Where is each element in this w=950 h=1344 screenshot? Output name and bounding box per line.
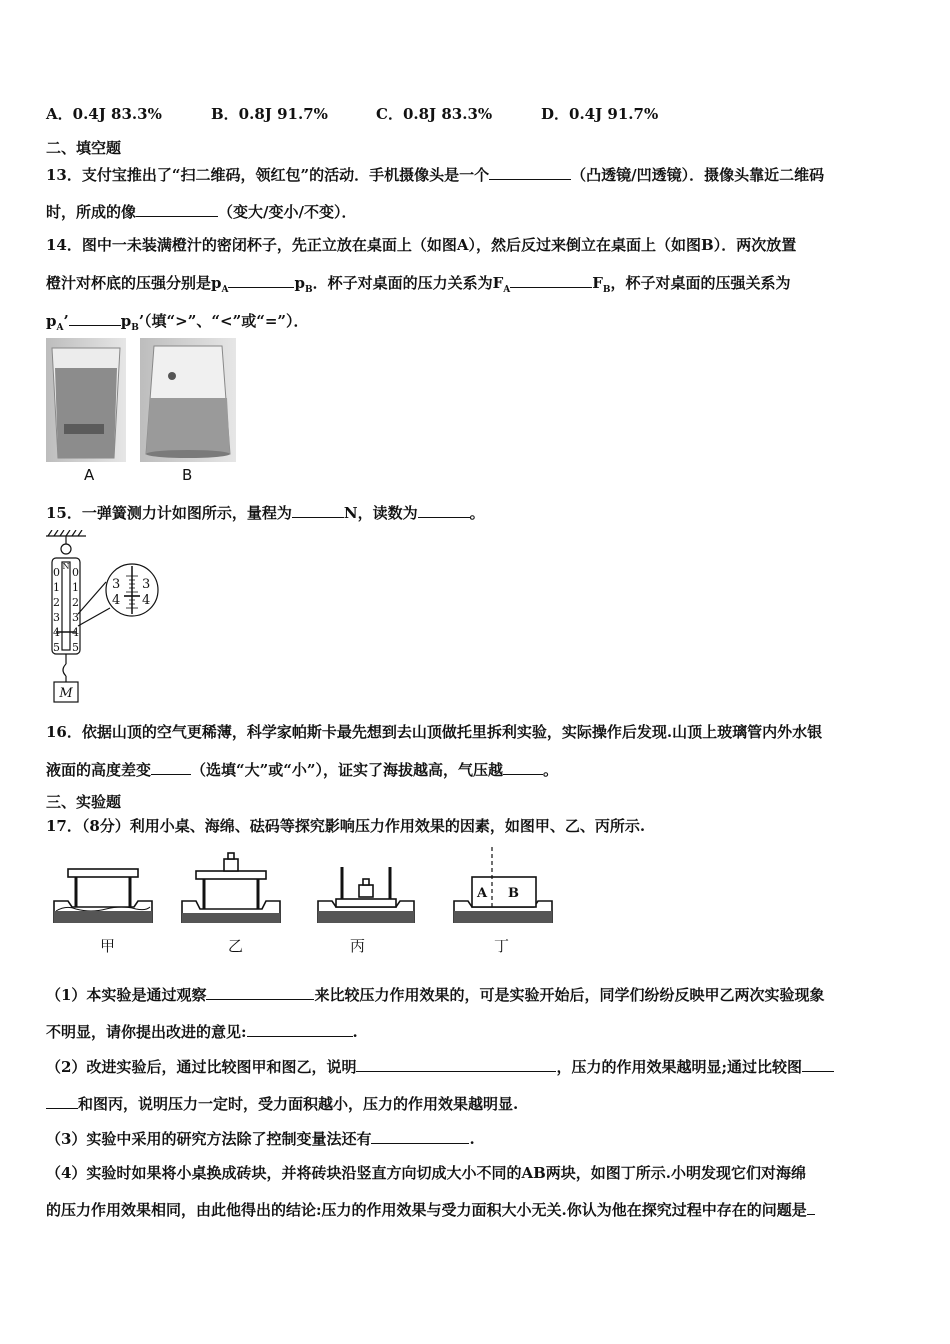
q14-sub: B [131, 323, 139, 333]
q17-text: ，压力的作用效果越明显;通过比较图 [556, 1058, 802, 1076]
section-title-fill-blank: 二、填空题 [46, 139, 122, 157]
q14-text: 橙汁对杯底的压强分别是p [46, 274, 222, 292]
q17-p1-line1 [46, 984, 824, 1005]
fig-label-ding: 丁 [494, 937, 510, 955]
q13-line1 [46, 164, 824, 185]
scale-labels-right [72, 566, 79, 654]
q14-text: ．杯子对桌面的压力关系为F [312, 274, 504, 292]
q17-p2-line1 [46, 1056, 834, 1077]
unit-n-label: N [62, 562, 70, 571]
zoom-label-right: 3 [142, 577, 151, 592]
zoom-label-left: 4 [112, 593, 121, 608]
scale-tick-label: 4 [53, 626, 60, 639]
setup-yi [182, 853, 280, 923]
fig-label-bing: 丙 [350, 937, 366, 955]
q14-blank-3 [69, 311, 121, 326]
q16-text: 液面的高度差变 [46, 761, 152, 779]
spring-slot [62, 562, 70, 650]
q17-blank-3 [356, 1057, 556, 1072]
scale-tick-label: 1 [53, 581, 60, 594]
cup-label-a: A [84, 466, 95, 484]
scale-tick-label: 2 [72, 596, 79, 609]
scale-tick-label: 0 [72, 566, 79, 579]
option-a: A．0.4J 83.3% [46, 105, 162, 123]
q14-sub: A [503, 285, 511, 295]
q17-p2-line2 [46, 1093, 518, 1114]
q16-line2 [46, 759, 558, 780]
q14-text: p [120, 312, 132, 330]
q14-line3 [46, 310, 309, 333]
scale-tick-label: 2 [53, 596, 60, 609]
q17-blank-4 [802, 1057, 834, 1072]
q15-blank-2 [418, 503, 470, 518]
q13-text: （变大/变小/不变）． [218, 203, 357, 221]
q14-text: ’（填“>”、“<”或“=”）． [138, 312, 309, 330]
q16-text: 。 [543, 761, 559, 779]
q17-p1-line2 [46, 1021, 358, 1042]
scale-tick-label: 3 [72, 611, 79, 624]
option-d: D．0.4J 91.7% [541, 105, 659, 123]
q13-text: （凸透镜/凹透镜）．摄像头靠近二维码 [571, 166, 825, 184]
scale-tick-label: 4 [72, 626, 79, 639]
q15-text: 。 [469, 504, 485, 522]
q14-text: ，杯子对桌面的压强关系为 [610, 274, 791, 292]
scale-tick-label: 5 [53, 641, 60, 654]
q14-sub: A [56, 323, 64, 333]
cup-upright-photo [46, 338, 126, 462]
q16-text: （选填“大”或“小”），证实了海拔越高，气压越 [191, 761, 504, 779]
q17-blank-5 [371, 1129, 469, 1144]
scale-tick-label: 0 [53, 566, 60, 579]
q17-text: （2）改进实验后，通过比较图甲和图乙，说明 [46, 1058, 357, 1076]
setup-jia [54, 869, 152, 923]
zoom-label-left: 3 [112, 577, 121, 592]
q17-text: 的压力作用效果相同，由此他得出的结论:压力的作用效果与受力面积大小无关.你认为他在探究过程中存在的问题是 [46, 1201, 807, 1219]
q17-blank-2 [247, 1022, 353, 1037]
q15-text: 15．一弹簧测力计如图所示，量程为 [46, 504, 292, 522]
q14-text: p [294, 274, 305, 292]
q17-blank-4-cont [46, 1094, 78, 1109]
q15-line [46, 502, 485, 523]
q16-blank-1 [151, 760, 191, 775]
q13-text: 13．支付宝推出了“扫二维码，领红包”的活动．手机摄像头是一个 [46, 166, 490, 184]
option-c: C．0.8J 83.3% [376, 105, 493, 123]
q17-text: 来比较压力作用效果的，可是实验开始后，同学们纷纷反映甲乙两次实验现象 [314, 986, 825, 1004]
q16-line1: 16．依据山顶的空气更稀薄，科学家帕斯卡最先想到去山顶做托里拆利实验，实际操作后发现.山顶上玻璃管内外水银 [46, 723, 823, 741]
setup-bing [318, 867, 414, 923]
spring-balance-figure [40, 530, 170, 710]
q13-blank-2 [136, 202, 218, 217]
q14-line2 [46, 272, 791, 295]
zoom-label-right: 4 [142, 593, 151, 608]
cup-label-b: B [182, 466, 193, 484]
q17-text: 和图丙，说明压力一定时，受力面积越小，压力的作用效果越明显. [78, 1095, 519, 1113]
q17-text: . [469, 1130, 475, 1148]
scale-tick-label: 1 [72, 581, 79, 594]
zoom-leader-bottom [78, 608, 110, 626]
cup-photos-figure [46, 338, 236, 462]
q17-text: 不明显，请你提出改进的意见: [46, 1023, 247, 1041]
q15-text: N，读数为 [343, 504, 418, 522]
q13-text: 时，所成的像 [46, 203, 137, 221]
q17-p4-line2 [46, 1199, 815, 1220]
scale-tick-label: 5 [72, 641, 79, 654]
brick-label-a: A [477, 886, 488, 901]
bottom-hook [63, 664, 66, 676]
setup-ding [454, 847, 552, 923]
q14-blank-1 [228, 273, 294, 288]
weight [359, 885, 373, 897]
fig-label-yi: 乙 [228, 937, 244, 955]
q17-p3 [46, 1128, 475, 1149]
q14-text: p [46, 312, 57, 330]
q14-text: ’ [63, 312, 69, 330]
q14-line1: 14．图中一未装满橙汁的密闭杯子，先正立放在桌面上（如图A），然后反过来倒立在桌面上（如图B）．两次放置 [46, 236, 797, 254]
q17-text: （1）本实验是通过观察 [46, 986, 207, 1004]
fig-label-jia: 甲 [100, 937, 116, 955]
q17-blank-1 [206, 985, 314, 1000]
q17-p4-line1: （4）实验时如果将小桌换成砖块，并将砖块沿竖直方向切成大小不同的AB两块，如图丁所示.小明发现它们对海绵 [46, 1164, 806, 1182]
q15-blank-1 [292, 503, 344, 518]
q14-blank-2 [510, 273, 592, 288]
q13-line2 [46, 201, 356, 222]
q16-blank-2 [503, 760, 543, 775]
q14-sub: A [221, 285, 229, 295]
cup-inverted-photo [140, 338, 236, 462]
q14-sub: B [304, 285, 313, 295]
q17-blank-6 [807, 1200, 815, 1215]
option-b: B．0.8J 91.7% [211, 105, 328, 123]
scale-labels-left [53, 566, 60, 654]
q17-intro: 17．（8分）利用小桌、海绵、砝码等探究影响压力作用效果的因素，如图甲、乙、丙所示. [46, 817, 646, 835]
weight [224, 859, 238, 871]
pressure-experiment-figure [46, 845, 566, 929]
mass-label: M [59, 686, 73, 701]
q14-sub: B [602, 285, 611, 295]
zoom-leader-top [78, 582, 106, 614]
scale-tick-label: 3 [53, 611, 60, 624]
q17-text: . [352, 1023, 358, 1041]
q13-blank-1 [489, 165, 571, 180]
q14-text: F [592, 274, 603, 292]
section-title-experiment: 三、实验题 [46, 793, 122, 811]
top-ring [61, 544, 71, 554]
ceiling-hatch [48, 530, 82, 536]
q17-text: （3）实验中采用的研究方法除了控制变量法还有 [46, 1130, 372, 1148]
brick-label-b: B [508, 886, 519, 901]
